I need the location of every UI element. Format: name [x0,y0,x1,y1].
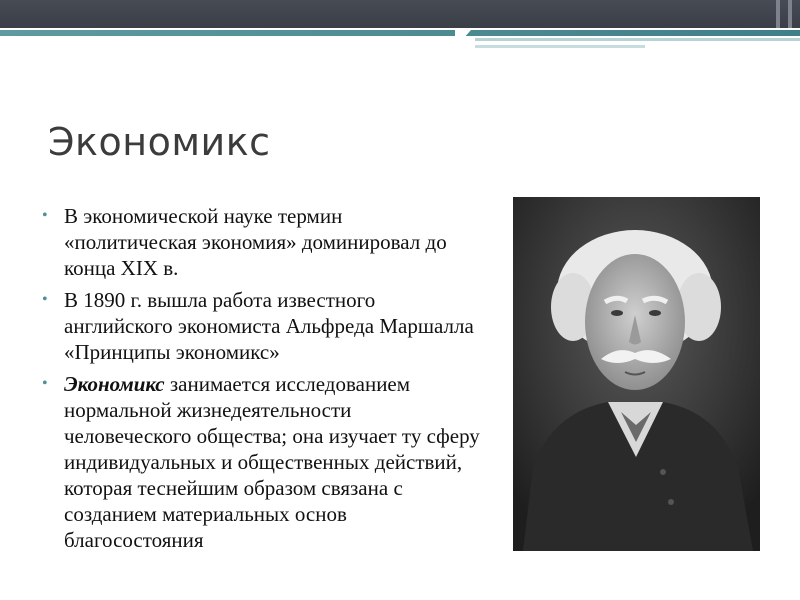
portrait-photo-icon [513,197,760,551]
bullet-icon: • [42,291,48,308]
top-decor-edge [776,0,780,28]
bullet-item [40,203,480,281]
bullet-item [40,287,480,365]
bullet-term: Экономикс [64,372,165,396]
bullet-item [40,371,480,553]
bullet-text: В 1890 г. вышла работа известного английского экономиста Альфреда Маршалла «Принципы экономикс» [64,288,474,364]
teal-decor-stripe [0,30,800,36]
bullet-text: В экономической науке термин «политическая экономия» доминировал до конца XIX в. [64,204,447,280]
slide-title: Экономикс [48,120,271,164]
decor-notch [455,30,471,48]
bullet-icon: • [42,375,48,392]
bullet-list [40,203,480,559]
top-decor-bar [0,0,800,28]
bullet-text: занимается исследованием нормальной жизнедеятельности человеческого общества; она изучает ту сферу индивидуальных и общественных действий, которая теснейшим образом связана с созданием материальных основ благосостояния [64,372,480,552]
top-decor-edge [788,0,792,28]
portrait-photo [513,197,760,551]
light-decor-stripe [475,45,645,48]
light-decor-stripe [475,38,800,41]
bullet-icon: • [42,207,48,224]
